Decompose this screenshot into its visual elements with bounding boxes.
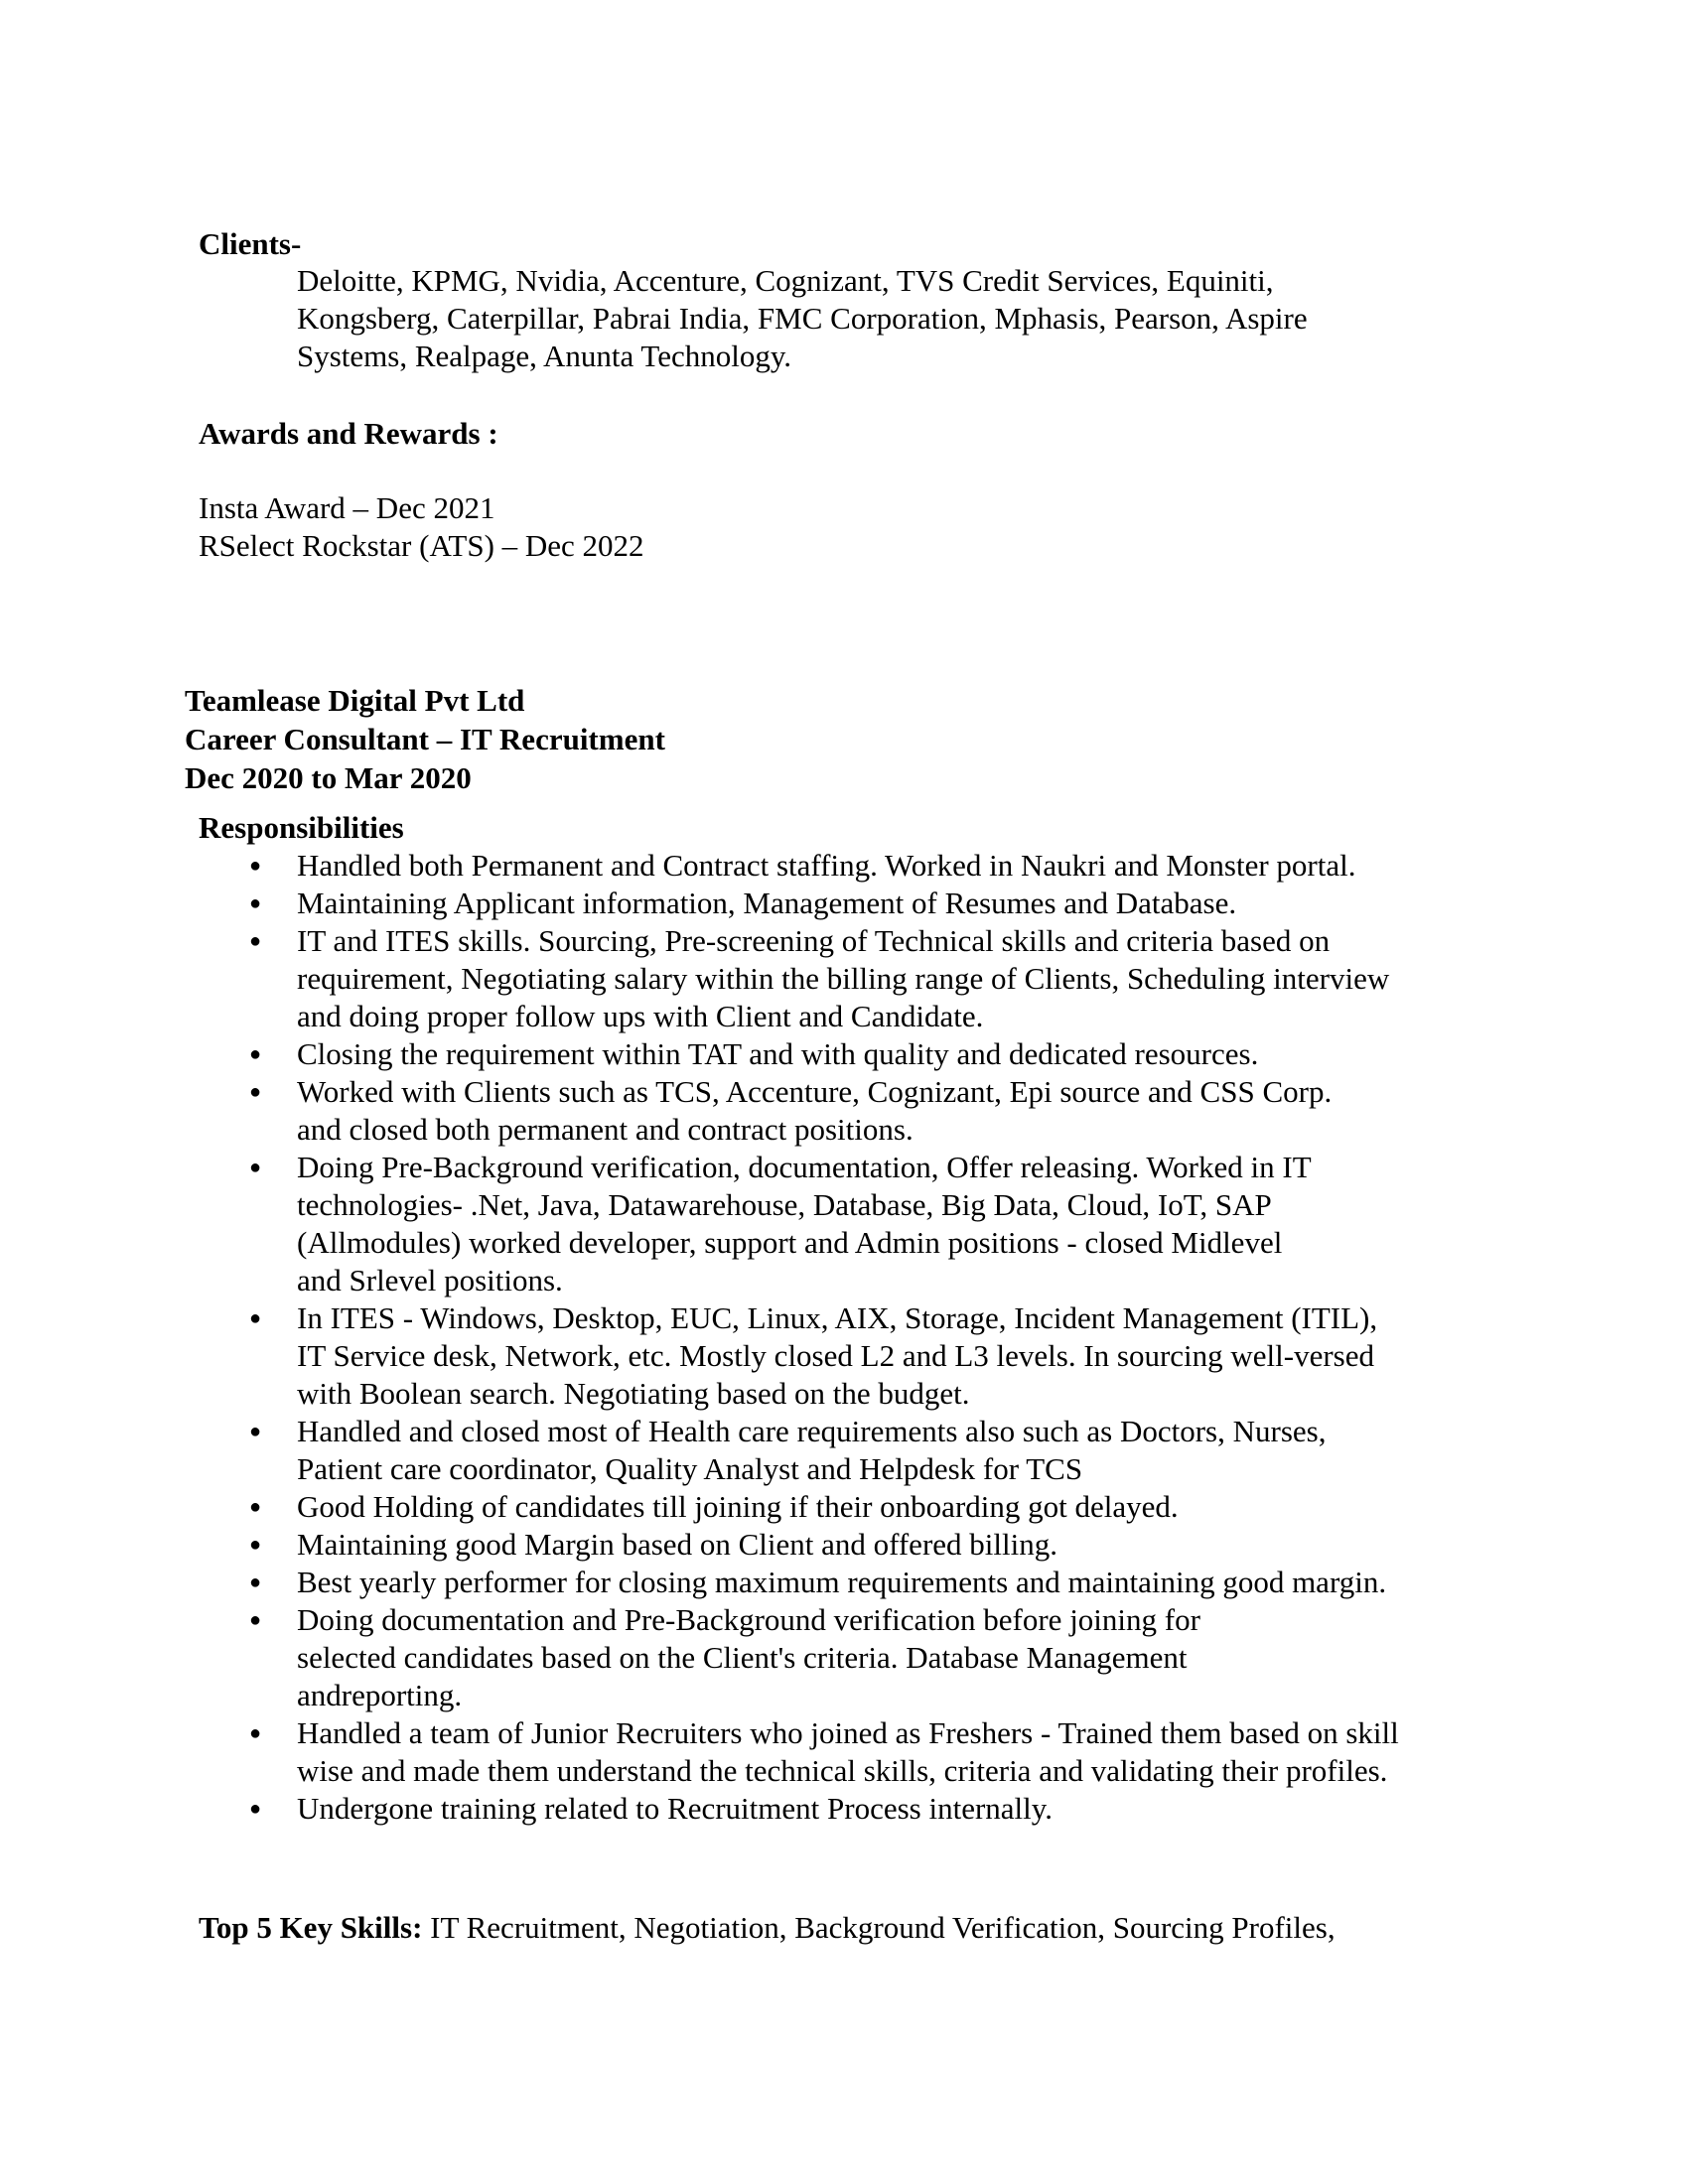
responsibility-line: technologies- .Net, Java, Datawarehouse, Database, Big Data, Cloud, IoT, SAP [297,1187,1272,1222]
responsibility-line: Patient care coordinator, Quality Analyst and Helpdesk for TCS [297,1451,1083,1486]
responsibility-line: (Allmodules) worked developer, support and Admin positions - closed Midlevel [297,1225,1283,1260]
responsibility-line: Maintaining Applicant information, Management of Resumes and Database. [297,886,1237,920]
responsibility-line: Doing Pre-Background verification, documentation, Offer releasing. Worked in IT [297,1150,1312,1184]
award-item: Insta Award – Dec 2021 [199,490,495,525]
clients-line: Systems, Realpage, Anunta Technology. [297,339,792,373]
responsibility-line: and doing proper follow ups with Client and Candidate. [297,999,984,1033]
key-skills-text: IT Recruitment, Negotiation, Background Verification, Sourcing Profiles, [422,1910,1336,1945]
responsibility-line: andreporting. [297,1678,463,1712]
job-title: Career Consultant – IT Recruitment [185,722,665,756]
clients-line: Deloitte, KPMG, Nvidia, Accenture, Cognizant, TVS Credit Services, Equiniti, [297,263,1274,298]
bullet-icon: ● [249,892,262,914]
key-skills-label: Top 5 Key Skills: [199,1910,423,1945]
bullet-icon: ● [249,1722,262,1744]
bullet-icon: ● [249,1081,262,1103]
responsibility-line: Handled both Permanent and Contract staffing. Worked in Naukri and Monster portal. [297,848,1356,883]
clients-line: Kongsberg, Caterpillar, Pabrai India, FMC Corporation, Mphasis, Pearson, Aspire [297,301,1308,336]
responsibility-line: and Srlevel positions. [297,1263,563,1297]
award-item: RSelect Rockstar (ATS) – Dec 2022 [199,528,644,563]
responsibilities-heading: Responsibilities [199,810,404,845]
responsibility-line: Best yearly performer for closing maximum requirements and maintaining good margin. [297,1565,1387,1599]
responsibility-line: IT and ITES skills. Sourcing, Pre-screening of Technical skills and criteria based on [297,923,1331,958]
responsibility-line: Worked with Clients such as TCS, Accenture, Cognizant, Epi source and CSS Corp. [297,1074,1333,1109]
key-skills-line [199,1909,1336,1947]
company-name: Teamlease Digital Pvt Ltd [185,683,525,718]
job-dates: Dec 2020 to Mar 2020 [185,760,472,795]
responsibility-line: IT Service desk, Network, etc. Mostly closed L2 and L3 levels. In sourcing well-versed [297,1338,1374,1373]
responsibility-line: selected candidates based on the Client's criteria. Database Management [297,1640,1188,1675]
responsibility-line: wise and made them understand the technical skills, criteria and validating their profiles. [297,1753,1388,1788]
bullet-icon: ● [249,1496,262,1518]
bullet-icon: ● [249,1534,262,1556]
bullet-icon: ● [249,1421,262,1442]
responsibility-line: In ITES - Windows, Desktop, EUC, Linux, AIX, Storage, Incident Management (ITIL), [297,1300,1378,1335]
bullet-icon: ● [249,930,262,952]
responsibility-line: with Boolean search. Negotiating based on the budget. [297,1376,970,1411]
responsibility-line: and closed both permanent and contract positions. [297,1112,914,1147]
responsibility-line: Handled a team of Junior Recruiters who joined as Freshers - Trained them based on skill [297,1715,1399,1750]
bullet-icon: ● [249,1609,262,1631]
responsibility-line: Maintaining good Margin based on Client and offered billing. [297,1527,1057,1562]
awards-heading: Awards and Rewards : [199,416,498,451]
bullet-icon: ● [249,1307,262,1329]
responsibility-line: Closing the requirement within TAT and with quality and dedicated resources. [297,1036,1259,1071]
responsibility-line: Handled and closed most of Health care requirements also such as Doctors, Nurses, [297,1414,1327,1448]
bullet-icon: ● [249,1798,262,1820]
bullet-icon: ● [249,855,262,877]
bullet-icon: ● [249,1157,262,1178]
responsibility-line: Doing documentation and Pre-Background verification before joining for [297,1602,1200,1637]
bullet-icon: ● [249,1043,262,1065]
responsibility-line: Undergone training related to Recruitment Process internally. [297,1791,1053,1826]
responsibility-line: Good Holding of candidates till joining if their onboarding got delayed. [297,1489,1179,1524]
clients-heading: Clients- [199,226,302,261]
bullet-icon: ● [249,1571,262,1593]
responsibility-line: requirement, Negotiating salary within the billing range of Clients, Scheduling interview [297,961,1390,996]
